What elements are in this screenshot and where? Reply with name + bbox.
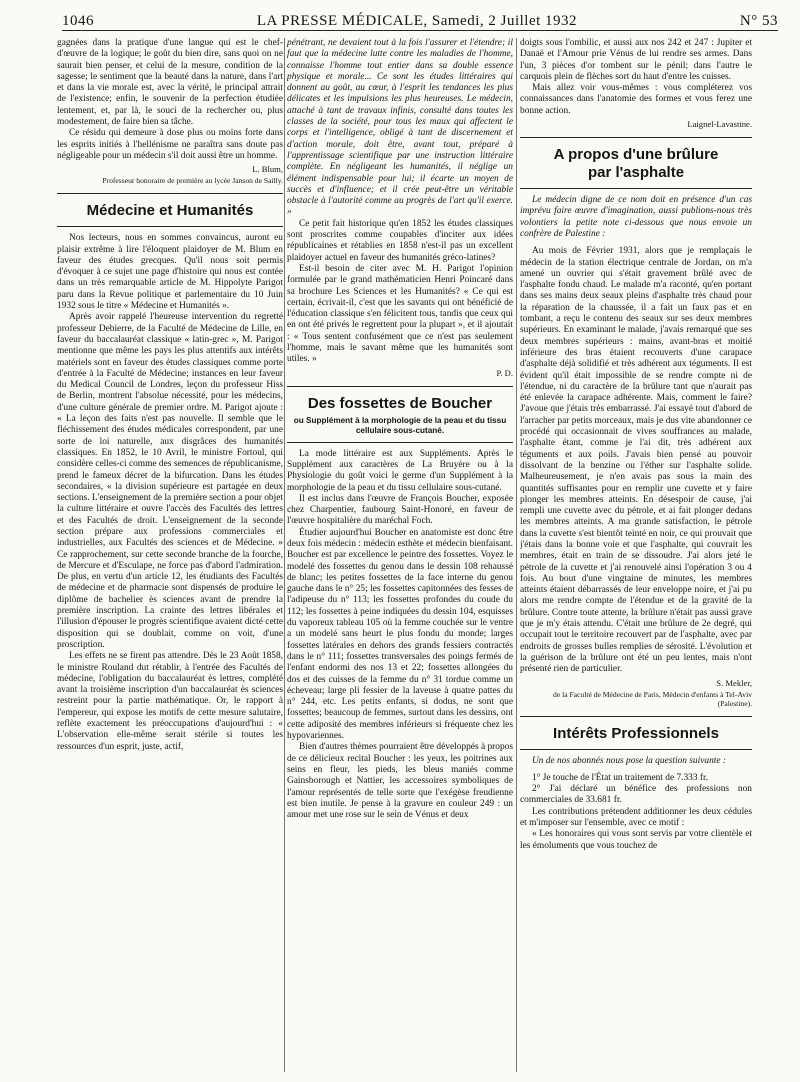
paragraph: pénétrant, ne devaient tout à la fois l'assurer et l'étendre; il faut que la médecine lutte contre les maladies de l'homme, connaisse l'homme tout entier dans sa double essence physique et morale... Ce sont les études littéraires qui donnent au goût, au cœur, à l'esprit les tendances les plus délicates et les impulsions les plus heureuses. Le médecin, attaché à tant de travaux infinis, consulté dans toutes les classes de la société, pour tous les maux qui affectent le corps et l'intelligence, obligé à tant de discernement et d'action morale, doit être, avant tout, préparé à l'apprentissage scientifique par une instruction littéraire complète. En négligeant les humanités, il néglige un élément indispensable pour lui; il écarte un moyen de succès et d'influence; et il crée peut-être un véritable obstacle à l'autorité comme au progrès de l'art qu'il exerce. »: [287, 38, 513, 218]
page-header: [62, 4, 778, 31]
issue-number: N° 53: [739, 13, 778, 29]
paragraph: Les contributions prétendent additionner les deux cédules et m'imposer sur l'ensemble, avec ce motif :: [520, 806, 752, 829]
section-heading: [520, 137, 752, 189]
lead-paragraph: Un de nos abonnés nous pose la question suivante :: [532, 755, 726, 766]
paragraph: Les effets ne se firent pas attendre. Dès le 23 Août 1858, le ministre Rouland dut rétablir, à l'entrée des Facultés de médecine, l'obligation du baccalauréat ès lettres, complété avant la troisième inscription d'un baccalauréat ès sciences restreint pour la partie mathématique. Or, le rapport à l'empereur, qui expose les motifs de cette mesure salutaire, reflète exactement les préoccupations d'aujourd'hui : « L'observation elle-même serait stérile si toutes les ressources d'un esprit, juste, actif,: [57, 651, 283, 752]
section-title: Médecine et Humanités: [86, 202, 254, 220]
section-heading: [57, 193, 283, 227]
paragraph: Ce résidu qui demeure à dose plus ou moins forte dans les esprits initiés à l'hellénisme ne paraîtra sans doute pas négligeable pour un médecin s'il doit aussi être un homme.: [57, 128, 283, 161]
column-1: [57, 38, 283, 753]
heading-rule: [287, 442, 513, 443]
paragraph: Au mois de Février 1931, alors que je remplaçais le médecin de la station électrique centrale de Jordan, on m'a amené un ouvrier qui s'était gravement brûlé avec de l'asphalte fondu chaud. Le malade m'a raconté, qu'en portant dans ses mains deux seaux pleins d'asphalte très chaud pour la réparation de la chaussée, il a fait un faux pas et en tombant, a reçu le contenu des seaux sur ses deux membres supérieurs. En examinant le malade, j'avais remarqué que ses deux membres supérieurs : mains, avant-bras et moitié inférieure des bras étaient recouverts d'une carapace d'asphalte déjà solidifié et très adhérent aux téguments. Il est évident qu'il était impossible de se rendre compte ni de l'étendue, ni du caractère de la brûlure tant que n'aurait pas été enlevée la carapace adhérente. Mais, comment le faire? J'avoue que j'étais très embarrassé. J'ai essayé tout d'abord de l'arracher par petits morceaux, mais je dus vite abandonner ce procédé qui occasionnait de vives souffrances au malade, l'asphalte étant, comme je l'ai dit, très adhérent aux téguments et aux poils. J'avais bien pensé au pouvoir dissolvant de la benzine ou l'éther sur l'asphalte solide. Malheureusement, je n'en avais pas sous la main des quantités suffisantes pour en remplir une cuvette et y faire plonger les membres atteints. En désespoir de cause, j'ai rempli une cuvette avec du pétrole, et ai fait plonger dedans les membres atteints. A ma grande satisfaction, le pétrole dans la cuvette s'est bientôt teinté en noir, ce qui prouvait que j'étais dans la bonne voie et que l'asphalte, qui couvrait les membres, était en train de se dissoudre. J'ai alors jeté le pétrole de la cuvette et j'ai renouvelé ainsi l'opération 3 ou 4 fois. Au bout d'une vingtaine de minutes, les membres atteints étaient débarrassés de leur enveloppe noire, et j'ai pu alors me rendre compte de l'étendue et de la gravité de la brûlure. Contre toute attente, la brûlure n'était pas aussi grave que je m'y étais attendu. C'était une brûlure de 2e degré, qui occupait tout le territoire recouvert par de l'asphalte, avec par endroits de grosses bulles remplies de sérosité. L'évolution et la guérison de la brûlure ont été un peu lentes, mais n'ont présenté rien de particulier.: [520, 246, 752, 675]
paragraph: Nos lecteurs, nous en sommes convaincus, auront eu plaisir extrême à lire l'éloquent plaidoyer de M. Blum en faveur des études grecques. Qu'il nous soit permis d'évoquer à ce sujet une page d'histoire qui nous est contée dans un très remarquable article de M. Hippolyte Parigot paru dans la Revue politique et parlementaire du 10 Juin 1932 sous le titre « Médecine et Humanités ».: [57, 233, 283, 312]
heading-rule: [520, 749, 752, 750]
issue-date: Samedi, 2 Juillet 1932: [431, 13, 578, 29]
section-title-line-1: A propos d'une brûlure: [553, 146, 719, 164]
section-title-line-2: par l'asphalte: [587, 164, 685, 182]
section-heading: [287, 386, 513, 443]
signature: Laignel-Lavastine.: [687, 119, 752, 130]
signature-role: Professeur honoraire de première au lycée Janson de Sailly.: [102, 176, 283, 186]
signature: S. Mekler,: [716, 677, 752, 688]
running-title: [94, 13, 740, 30]
paragraph: La mode littéraire est aux Suppléments. Après le Supplément aux caractères de La Bruyère ou à la Physiologie du goût voici le germe d'un Supplément à la morphologie de la peau et du tissu cellulaire sous-cutané.: [287, 448, 513, 493]
paragraph: « Les honoraires qui vous sont servis par votre clientèle et les émoluments que vous touchez de: [520, 829, 752, 851]
section-heading: [520, 716, 752, 750]
heading-rule: [57, 226, 283, 227]
column-divider: [516, 38, 517, 1072]
paragraph: Après avoir rappelé l'heureuse intervention du regretté professeur Debierre, de la Faculté de Médecine de Lille, en faveur du baccalauréat classique « latin-grec », M. Parigot mentionne que même les pays les plus attentifs aux intérêts matériels sont en faveur des études classiques comme porte d'entrée à la Faculté de Médecine; instances en leur faveur du Medical Council de Londres, leçon du professeur Hiss de Berlin, montrent l'absolue nécessité, pour les médecins, d'une culture générale de premier ordre. M. Parigot ajoute : « La leçon des faits n'est pas nouvelle. Il semble que le fléchissement des études médicales correspondent, par une sorte de loi naturelle, aux disgrâces des humanités classiques. En 1852, le 10 Avril, le ministre Fortoul, qui considère celles-ci comme des semences de républicanisme, prend le fameux décret de la bifurcation. Dans les études secondaires, « la division supérieure est partagée en deux sections. L'enseignement de la première section a pour objet la culture littéraire et ouvre l'accès des Facultés des lettres et des Facultés de droit. L'enseignement de la seconde section prépare aux professions commerciales et industrielles, aux Facultés des sciences et de Médecine. » Ce rapprochement, sur cette seconde branche de la fourche, de Mercure et d'Esculape, ne force pas d'abord l'admiration. De plus, en vertu d'un article 12, les étudiants des Facultés de médecine et de pharmacie sont dispensés de produire le diplôme de bachelier ès sciences avant de prendre la première inscription. La crainte des lettres libérales et l'illusion d'épouser le progrès scientifique avaient dicté cette disposition qui se doublait, comme on voit, d'une proscription.: [57, 312, 283, 650]
section-title: Des fossettes de Boucher: [307, 394, 493, 412]
signature: L. Blum,: [252, 164, 283, 175]
page-number: 1046: [62, 13, 94, 29]
section-title: Intérêts Professionnels: [553, 724, 719, 742]
paragraph: 1° Je touche de l'État un traitement de 7.333 fr.: [532, 772, 708, 783]
paragraph: Mais allez voir vous-mêmes : vous compléterez vos connaissances dans l'anatomie des formes et vous ferez une bonne action.: [520, 83, 752, 116]
section-subtitle: ou Supplément à la morphologie de la peau et du tissu cellulaire sous-cutané.: [293, 415, 507, 435]
column-3: [520, 38, 752, 852]
journal-name: LA PRESSE MÉDICALE,: [256, 13, 428, 29]
paragraph: gagnées dans la pratique d'une langue qui est le chef-d'œuvre de la logique; le goût du bien dire, sans quoi on ne saurait bien penser, et celui de la mesure, condition de la sagesse; le sentiment que la beauté dans la nature, dans l'art et dans la vie morale est, avec la vérité, le principal attrait de l'existence; enfin, le souvenir de la perfection étudiée lentement, et, par là, le souci de la rechercher ou, plus modestement, de faire bien sa tâche.: [57, 38, 283, 128]
column-divider: [284, 38, 285, 1072]
paragraph: Ce petit fait historique qu'en 1852 les études classiques sont proscrites comme coupables d'inciter aux idées républicaines et rétablies en 1858 n'est-il pas un excellent plaidoyer actuel en faveur des humanités gréco-latines?: [287, 218, 513, 263]
paragraph: 2° J'ai déclaré un bénéfice des professions non commerciales de 33.681 fr.: [520, 784, 752, 806]
lead-paragraph: Le médecin digne de ce nom doit en présence d'un cas imprévu faire œuvre d'imagination, aussi publions-nous très volontiers la petite note ci-dessous que nous envoie un confrère de Palestine :: [520, 195, 752, 239]
heading-rule: [520, 188, 752, 189]
paragraph: Étudier aujourd'hui Boucher en anatomiste est donc être deux fois médecin : médecin esthète et médecin bienfaisant. Boucher est par excellence le peintre des fossettes. Voyez le modelé des fossettes du genou dans le dessin 108 rehaussé de blanc; les petites fossettes de la face interne du genou gauche dans le n° 25; les fossettes capitonnées des fesses de l'adipeuse du n° 113; les fossettes profondes du coude du 112; les fossettes à peine indiquées du dessin 104, esquisses du vaporeux tableau 105 où la femme couchée sur le ventre a un modelé sans heurt le plus fondu du monde; larges fossettes latérales en dehors des grands fessiers contractés dans le n° 111; fossettes transversales des poings fermés de l'enfant endormi des nos 13 et 22; fossettes allongées du dos et des cuisses de la femme du n° 31 tordue comme un écheveau; large pli fessier de la laveuse à quatre pattes du n° 244, etc. Les petits enfants, si dodus, ne sont que fossettes; beaucoup de femmes, surtout dans les dessins, ont cette adiposité des membres inférieurs si fréquente chez les hypovariennes.: [287, 527, 513, 742]
signature: P. D.: [496, 367, 513, 378]
paragraph: doigts sous l'ombilic, et aussi aux nos 242 et 247 : Jupiter et Danaë et l'Amour prie Vénus de lui rendre ses armes. Dans l'un, 3 pièces d'or tombent sur le pénil; dans l'autre le carquois plein de flèches sort du haut d'entre les cuisses.: [520, 38, 752, 82]
paragraph: Est-il besoin de citer avec M. H. Parigot l'opinion formulée par le grand mathématicien Henri Poincaré dans sa brochure Les Sciences et les Humanités? « Ce qui est certain, écrivait-il, c'est que les savants qui ont bénéficié de l'éducation classique s'en félicitent tous, tandis que ceux qui en ont été privés le regrettent pour la plupart », et il ajoutait : « Tous sentent confusément que ce n'est pas seulement l'homme, mais le savant même que les humanités sont utiles. »: [287, 263, 513, 365]
paragraph: Bien d'autres thèmes pourraient être développés à propos de ce délicieux recital Boucher : les yeux, les poitrines aux seins en fleur, les pieds, les bleus maniés comme Gainsborough et Nattier, les accessoires symboliques de l'amour représentés de telle sorte que l'exégèse freudienne est bien inutile. Je pense à la gravure en couleur 249 : un amour met une rose sur le sein de Vénus et deux: [287, 742, 513, 821]
paragraph: Il est inclus dans l'œuvre de François Boucher, exposée chez Charpentier, faubourg Saint-Honoré, en faveur de l'œuvre hospitalière du maréchal Foch.: [287, 493, 513, 527]
column-2: [287, 38, 513, 821]
signature-role: de la Faculté de Médecine de Paris, Médecin d'enfants à Tel-Aviv (Palestine).: [553, 689, 752, 708]
